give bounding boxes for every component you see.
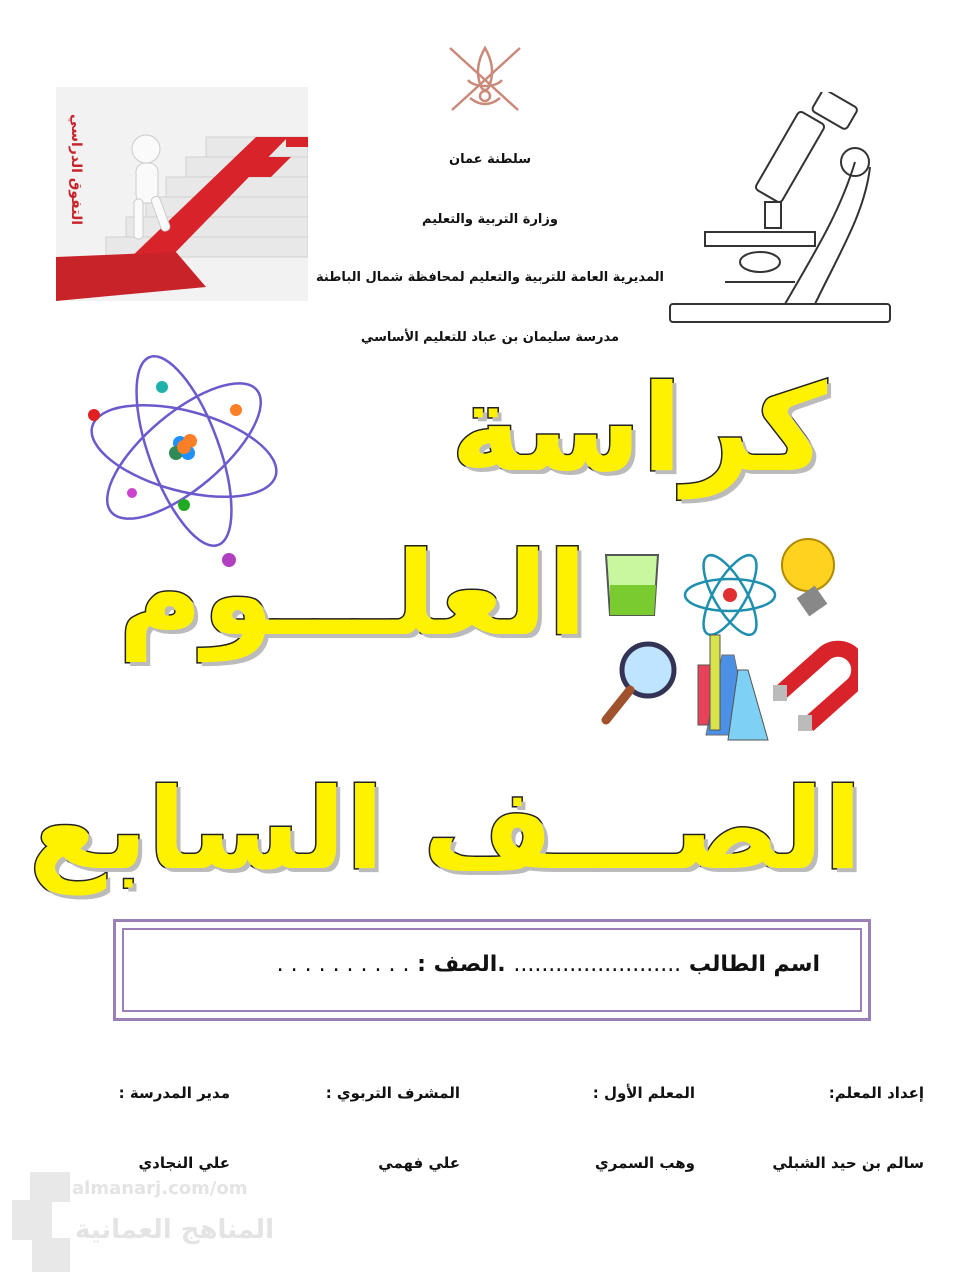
staff-role-supervisor: المشرف التربوي : xyxy=(325,1084,460,1102)
academic-excellence-banner xyxy=(56,87,308,301)
magnet-icon xyxy=(773,649,858,731)
header-sultanate: سلطنة عمان xyxy=(448,152,532,167)
staff-role-head-teacher: المعلم الأول : xyxy=(592,1084,695,1102)
flasks-icon xyxy=(698,635,768,740)
oman-emblem-icon xyxy=(440,40,530,120)
staff-name-supervisor: علي فهمي xyxy=(378,1154,460,1172)
student-name-field[interactable]: ........................ xyxy=(513,952,682,977)
title-science: العلـــوم xyxy=(118,528,587,662)
small-atom-icon xyxy=(685,548,775,642)
watermark-url: almanarj.com/om xyxy=(72,1178,248,1199)
stairs-illustration-icon xyxy=(56,87,308,301)
title-grade-seven: الصـــف السابع xyxy=(28,765,862,895)
staff-name-head-teacher: وهب السمري xyxy=(595,1154,695,1172)
staff-role-principal: مدير المدرسة : xyxy=(118,1084,230,1102)
beaker-icon xyxy=(606,555,658,615)
watermark-arabic: المناهج العمانية xyxy=(75,1215,274,1245)
light-bulb-icon xyxy=(782,539,834,616)
banner-text: التفوق الدراسي xyxy=(68,114,84,225)
class-field[interactable]: . . . . . . . . . . xyxy=(276,952,410,977)
staff-name-principal: علي النجادي xyxy=(138,1154,230,1172)
class-label: .الصف : xyxy=(417,952,506,977)
student-name-label: اسم الطالب xyxy=(688,952,820,977)
staff-role-prepared-by: إعداد المعلم: xyxy=(828,1084,924,1102)
magnifier-icon xyxy=(606,644,674,720)
header-directorate: المديرية العامة للتربية والتعليم لمحافظة شمال الباطنة xyxy=(316,270,664,285)
microscope-icon xyxy=(665,92,895,327)
header-school: مدرسة سليمان بن عباد للتعليم الأساسي xyxy=(360,330,620,345)
staff-name-prepared-by: سالم بن حيد الشبلي xyxy=(772,1154,924,1172)
watermark-logo-icon xyxy=(12,1172,72,1272)
title-notebook: كراسة xyxy=(450,360,827,499)
science-icons-cluster xyxy=(598,535,858,750)
header-ministry: وزارة التربية والتعليم xyxy=(422,212,558,227)
banner-vertical-text xyxy=(68,114,84,225)
student-info-line xyxy=(160,952,820,977)
